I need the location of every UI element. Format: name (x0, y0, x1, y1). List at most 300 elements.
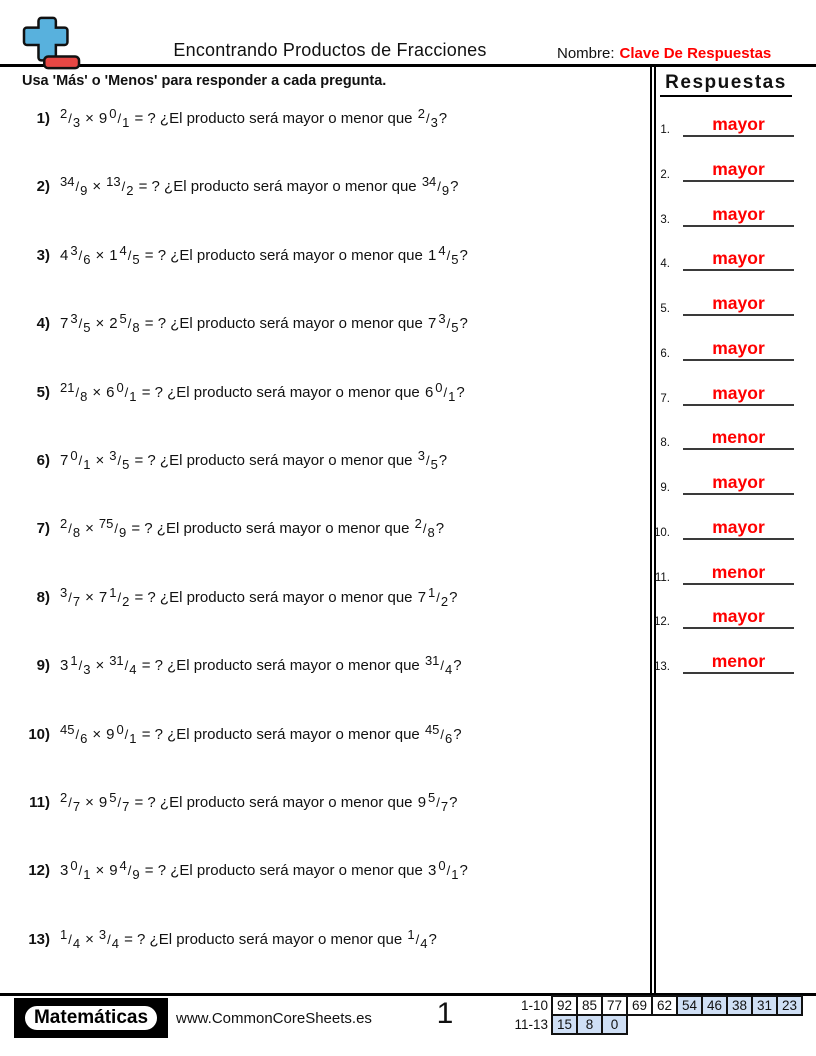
answer-number: 2. (660, 169, 670, 181)
fraction-denominator: 2 (126, 183, 134, 198)
fraction-numerator: 34 (60, 174, 75, 189)
multiply-sign: × (85, 931, 94, 948)
fraction-denominator: 7 (72, 799, 81, 814)
fraction-slash: / (124, 658, 129, 673)
plus-minus-logo-icon (22, 16, 82, 77)
score-table (486, 995, 803, 1035)
fraction-denominator: 7 (440, 799, 449, 814)
fraction-denominator: 4 (445, 662, 453, 677)
question-number: 10) (28, 726, 50, 743)
score-cell: 8 (576, 1014, 603, 1035)
fraction-denominator: 7 (122, 799, 130, 814)
answer-blank-line (683, 338, 794, 361)
fraction-denominator: 8 (132, 320, 140, 335)
question-number: 6) (36, 452, 50, 469)
fraction (108, 860, 140, 882)
fraction-denominator: 9 (132, 867, 140, 882)
fraction-numerator: 4 (438, 243, 446, 258)
fraction-denominator: 3 (72, 115, 81, 130)
multiply-sign: × (85, 794, 94, 811)
question-row (20, 108, 645, 130)
answer-value: mayor (712, 383, 765, 403)
fraction-denominator: 5 (132, 252, 140, 267)
multiply-sign: × (85, 589, 94, 606)
score-cell: 54 (676, 995, 703, 1016)
answer-row (650, 379, 810, 406)
answer-row (650, 244, 810, 271)
score-cell: 15 (551, 1014, 578, 1035)
fraction (59, 108, 81, 130)
fraction (417, 587, 449, 609)
fraction-slash: / (124, 385, 129, 400)
fraction-denominator: 4 (111, 936, 119, 951)
fraction-slash: / (117, 795, 122, 810)
fraction-slash: / (68, 932, 72, 947)
answer-key-label: Clave De Respuestas (619, 45, 772, 62)
fraction-slash: / (436, 590, 440, 605)
question-number: 12) (28, 862, 50, 879)
fraction-slash: / (127, 316, 132, 331)
answer-number: 5. (660, 303, 670, 315)
fraction-slash: / (415, 932, 420, 947)
answer-blank-line (683, 383, 794, 406)
fraction-slash: / (436, 795, 440, 810)
name-line (557, 45, 771, 62)
fraction-numerator: 45 (424, 722, 440, 737)
fraction-numerator: 5 (109, 790, 117, 805)
fraction (417, 108, 439, 130)
fraction (98, 929, 120, 951)
question-number: 5) (36, 384, 50, 401)
fraction-numerator: 0 (70, 448, 78, 463)
answer-blank-line (683, 204, 794, 227)
question-expression: 1/4 × 3/4 = ? ¿El producto será mayor o menor que 1/4? (60, 927, 437, 951)
fraction-whole: 7 (98, 589, 108, 606)
answer-value: menor (711, 427, 766, 447)
score-row-label: 11-13 (514, 1017, 548, 1032)
fraction (417, 792, 449, 814)
fraction-numerator: 1 (70, 653, 78, 668)
plus-minus-logo-svg (22, 16, 82, 72)
question-expression: 7 0/1 × 3/5 = ? ¿El producto será mayor o menor que 3/5? (60, 448, 448, 472)
fraction (59, 724, 88, 746)
question-number: 1) (36, 110, 50, 127)
question-number: 4) (36, 315, 50, 332)
fraction-slash: / (446, 863, 451, 878)
answer-value: mayor (712, 293, 765, 313)
fraction-numerator: 75 (98, 516, 114, 531)
fraction (427, 313, 459, 335)
fraction-numerator: 31 (424, 653, 440, 668)
fraction (424, 382, 456, 404)
answer-row (650, 647, 810, 674)
fraction-numerator: 3 (417, 448, 425, 463)
score-row-label: 1-10 (520, 998, 548, 1013)
fraction (105, 724, 137, 746)
fraction-numerator: 31 (109, 653, 124, 668)
fraction (108, 655, 137, 677)
fraction (417, 450, 439, 472)
fraction-slash: / (75, 727, 80, 742)
fraction-slash: / (425, 111, 430, 126)
answer-row (650, 602, 810, 629)
answer-row (650, 110, 810, 137)
fraction-slash: / (127, 248, 132, 263)
score-cell: 31 (751, 995, 778, 1016)
fraction-denominator: 1 (83, 867, 91, 882)
question-row (20, 655, 645, 677)
question-expression: 3 0/1 × 9 4/9 = ? ¿El producto será mayor o menor que 3 0/1? (60, 858, 468, 882)
fraction-denominator: 3 (83, 662, 91, 677)
question-expression: 2/3 × 9 0/1 = ? ¿El producto será mayor o menor que 2/3? (60, 106, 448, 130)
fraction-slash: / (78, 453, 83, 468)
fraction-slash: / (422, 521, 427, 536)
answer-row (650, 155, 810, 182)
fraction-slash: / (440, 727, 445, 742)
fraction-numerator: 3 (109, 448, 117, 463)
answer-blank-line (683, 159, 794, 182)
fraction-whole: 9 (417, 794, 427, 811)
fraction-numerator: 45 (60, 722, 75, 737)
answer-row (650, 200, 810, 227)
question-number: 13) (28, 931, 50, 948)
fraction (59, 245, 91, 267)
score-cell: 62 (651, 995, 678, 1016)
fraction (98, 108, 130, 130)
score-cell: 23 (776, 995, 803, 1016)
fraction (108, 450, 130, 472)
fraction (59, 792, 81, 814)
answer-value: mayor (712, 472, 765, 492)
fraction-denominator: 1 (129, 389, 137, 404)
fraction-denominator: 1 (122, 115, 130, 130)
fraction-whole: 1 (428, 247, 437, 264)
fraction-denominator: 5 (122, 457, 130, 472)
question-row (20, 176, 645, 198)
fraction-denominator: 6 (445, 731, 453, 746)
fraction-numerator: 1 (428, 585, 436, 600)
question-row (20, 929, 645, 951)
fraction-denominator: 9 (441, 183, 450, 198)
instruction-text: Usa 'Más' o 'Menos' para responder a cada pregunta. (22, 73, 387, 89)
fraction-slash: / (107, 932, 111, 947)
fraction-numerator: 0 (116, 722, 124, 737)
multiply-sign: × (95, 657, 105, 674)
fraction-numerator: 2 (417, 106, 425, 121)
question-expression: 34/9 × 13/2 = ? ¿El producto será mayor o menor que 34/9? (60, 174, 459, 198)
answer-number: 1. (660, 124, 670, 136)
fraction (59, 518, 81, 540)
fraction-numerator: 0 (70, 858, 78, 873)
fraction-denominator: 5 (451, 320, 459, 335)
fraction-whole: 9 (109, 862, 118, 879)
answer-value: mayor (712, 204, 765, 224)
question-expression: 4 3/6 × 1 4/5 = ? ¿El producto será mayor o menor que 1 4/5? (60, 243, 468, 267)
answer-number: 4. (660, 258, 670, 270)
fraction-whole: 6 (106, 384, 115, 401)
answer-number: 6. (660, 348, 670, 360)
fraction-numerator: 0 (109, 106, 117, 121)
fraction-numerator: 4 (119, 243, 127, 258)
fraction-denominator: 1 (451, 867, 459, 882)
question-row (20, 724, 645, 746)
question-row (20, 792, 645, 814)
fraction-denominator: 1 (129, 731, 137, 746)
fraction (59, 313, 91, 335)
question-row (20, 245, 645, 267)
fraction-whole: 7 (417, 589, 427, 606)
fraction (98, 518, 127, 540)
fraction-denominator: 1 (83, 457, 91, 472)
fraction-slash: / (68, 521, 72, 536)
fraction-numerator: 13 (106, 174, 121, 189)
multiply-sign: × (95, 247, 105, 264)
question-number: 9) (36, 657, 50, 674)
fraction-slash: / (114, 521, 118, 536)
fraction-slash: / (68, 590, 72, 605)
fraction-slash: / (68, 795, 72, 810)
question-number: 8) (36, 589, 50, 606)
answer-number: 13. (654, 661, 670, 673)
answer-value: menor (711, 651, 766, 671)
name-label: Nombre: (557, 45, 615, 62)
fraction-slash: / (127, 863, 132, 878)
fraction-denominator: 8 (72, 525, 81, 540)
question-expression: 45/6 × 9 0/1 = ? ¿El producto será mayor o menor que 45/6? (60, 722, 462, 746)
answer-blank-line (683, 293, 794, 316)
answer-value: mayor (712, 517, 765, 537)
question-number: 11) (29, 794, 50, 811)
answer-blank-line (683, 472, 794, 495)
fraction-slash: / (75, 385, 80, 400)
fraction-denominator: 7 (72, 594, 81, 609)
fraction-numerator: 3 (70, 311, 78, 326)
question-expression: 21/8 × 6 0/1 = ? ¿El producto será mayor o menor que 6 0/1? (60, 380, 465, 404)
fraction-slash: / (124, 727, 129, 742)
score-cell: 38 (726, 995, 753, 1016)
fraction (59, 382, 88, 404)
question-row (20, 450, 645, 472)
fraction-denominator: 4 (420, 936, 428, 951)
fraction (59, 929, 81, 951)
score-cell: 77 (601, 995, 628, 1016)
answers-panel-title: Respuestas (660, 72, 792, 97)
multiply-sign: × (95, 452, 105, 469)
fraction (59, 860, 91, 882)
answer-blank-line (683, 114, 794, 137)
answer-blank-line (683, 606, 794, 629)
fraction (59, 655, 91, 677)
answer-blank-line (683, 651, 794, 674)
answer-value: mayor (712, 159, 765, 179)
score-cell: 92 (551, 995, 578, 1016)
website-text: www.CommonCoreSheets.es (176, 1010, 372, 1027)
question-row (20, 518, 645, 540)
question-expression: 3/7 × 7 1/2 = ? ¿El producto será mayor o menor que 7 1/2? (60, 585, 458, 609)
fraction-denominator: 4 (72, 936, 81, 951)
fraction-denominator: 5 (83, 320, 91, 335)
fraction-numerator: 3 (70, 243, 78, 258)
fraction-denominator: 2 (440, 594, 449, 609)
page-number: 1 (436, 997, 454, 1030)
fraction (406, 929, 428, 951)
fraction-numerator: 5 (119, 311, 127, 326)
answer-blank-line (683, 562, 794, 585)
fraction-slash: / (440, 658, 445, 673)
fraction-whole: 7 (428, 315, 437, 332)
fraction-slash: / (121, 179, 126, 194)
fraction-numerator: 1 (407, 927, 415, 942)
fraction-denominator: 3 (430, 115, 438, 130)
answer-value: menor (711, 562, 766, 582)
question-expression: 3 1/3 × 31/4 = ? ¿El producto será mayor o menor que 31/4? (60, 653, 462, 677)
fraction-whole: 3 (428, 862, 437, 879)
fraction-slash: / (78, 248, 83, 263)
fraction (427, 245, 459, 267)
question-expression: 2/8 × 75/9 = ? ¿El producto será mayor o menor que 2/8? (60, 516, 445, 540)
score-cell: 0 (601, 1014, 628, 1035)
fraction-numerator: 1 (60, 927, 68, 942)
fraction-numerator: 0 (435, 380, 443, 395)
fraction-numerator: 3 (438, 311, 446, 326)
fraction-slash: / (446, 248, 451, 263)
score-cell: 69 (626, 995, 653, 1016)
fraction-slash: / (117, 111, 122, 126)
fraction-numerator: 21 (60, 380, 75, 395)
fraction (108, 313, 140, 335)
fraction-whole: 7 (60, 452, 69, 469)
brand-label: Matemáticas (23, 1004, 159, 1032)
fraction (421, 176, 450, 198)
fraction (98, 792, 130, 814)
fraction-denominator: 1 (448, 389, 456, 404)
fraction-whole: 6 (424, 384, 434, 401)
multiply-sign: × (92, 178, 102, 195)
fraction (108, 245, 140, 267)
answer-row (650, 558, 810, 585)
fraction-numerator: 2 (60, 790, 68, 805)
fraction-denominator: 6 (80, 731, 88, 746)
answer-row (650, 513, 810, 540)
multiply-sign: × (95, 315, 105, 332)
fraction-whole: 9 (106, 726, 115, 743)
fraction-denominator: 8 (80, 389, 88, 404)
fraction-numerator: 2 (60, 106, 68, 121)
answer-number: 3. (660, 214, 670, 226)
question-row (20, 860, 645, 882)
fraction-denominator: 5 (430, 457, 438, 472)
score-cell: 46 (701, 995, 728, 1016)
fraction-denominator: 8 (427, 525, 435, 540)
fraction-whole: 2 (109, 315, 118, 332)
answer-value: mayor (712, 114, 765, 134)
answer-blank-line (683, 517, 794, 540)
fraction-slash: / (78, 658, 83, 673)
fraction-numerator: 4 (119, 858, 127, 873)
fraction-slash: / (78, 863, 83, 878)
fraction-denominator: 6 (83, 252, 91, 267)
fraction (105, 382, 137, 404)
question-row (20, 587, 645, 609)
fraction-whole: 3 (60, 862, 69, 879)
fraction-slash: / (117, 453, 122, 468)
fraction-slash: / (443, 385, 448, 400)
question-row (20, 313, 645, 335)
fraction-denominator: 5 (451, 252, 459, 267)
score-cell: 85 (576, 995, 603, 1016)
answer-number: 7. (660, 393, 670, 405)
fraction-numerator: 34 (421, 174, 437, 189)
answer-row (650, 334, 810, 361)
fraction (105, 176, 134, 198)
fraction-numerator: 2 (60, 516, 68, 531)
fraction-slash: / (425, 453, 430, 468)
fraction-whole: 9 (98, 110, 108, 127)
fraction-numerator: 5 (428, 790, 436, 805)
fraction-numerator: 0 (116, 380, 124, 395)
fraction-numerator: 3 (98, 927, 107, 942)
score-row (486, 995, 803, 1016)
multiply-sign: × (92, 384, 102, 401)
fraction-numerator: 1 (109, 585, 117, 600)
answer-blank-line (683, 248, 794, 271)
fraction-slash: / (75, 179, 80, 194)
brand-badge (14, 998, 168, 1038)
answer-number: 8. (660, 437, 670, 449)
question-expression: 7 3/5 × 2 5/8 = ? ¿El producto será mayor o menor que 7 3/5? (60, 311, 468, 335)
fraction (59, 587, 81, 609)
page-title: Encontrando Productos de Fracciones (173, 40, 487, 60)
fraction (424, 655, 453, 677)
fraction-slash: / (78, 316, 83, 331)
answer-value: mayor (712, 248, 765, 268)
answer-blank-line (683, 427, 794, 450)
multiply-sign: × (95, 862, 105, 879)
question-row (20, 382, 645, 404)
fraction-slash: / (446, 316, 451, 331)
fraction (98, 587, 130, 609)
fraction (414, 518, 436, 540)
answer-row (650, 423, 810, 450)
fraction (427, 860, 459, 882)
answer-value: mayor (712, 606, 765, 626)
fraction-denominator: 9 (80, 183, 88, 198)
fraction-slash: / (117, 590, 122, 605)
fraction-whole: 3 (60, 657, 69, 674)
fraction-whole: 4 (60, 247, 69, 264)
fraction-slash: / (437, 179, 441, 194)
fraction (59, 176, 88, 198)
header-rule (0, 64, 816, 67)
fraction (424, 724, 453, 746)
fraction-denominator: 4 (129, 662, 137, 677)
fraction-whole: 1 (109, 247, 118, 264)
multiply-sign: × (85, 520, 94, 537)
answer-row (650, 468, 810, 495)
fraction-slash: / (68, 111, 72, 126)
question-number: 7) (36, 520, 50, 537)
answer-number: 11. (654, 572, 670, 584)
score-row (486, 1014, 803, 1035)
multiply-sign: × (92, 726, 102, 743)
question-number: 3) (36, 247, 50, 264)
question-expression: 2/7 × 9 5/7 = ? ¿El producto será mayor o menor que 9 5/7? (60, 790, 458, 814)
fraction-numerator: 0 (438, 858, 446, 873)
question-number: 2) (36, 178, 50, 195)
fraction-denominator: 2 (122, 594, 130, 609)
answer-number: 12. (654, 616, 670, 628)
answer-value: mayor (712, 338, 765, 358)
